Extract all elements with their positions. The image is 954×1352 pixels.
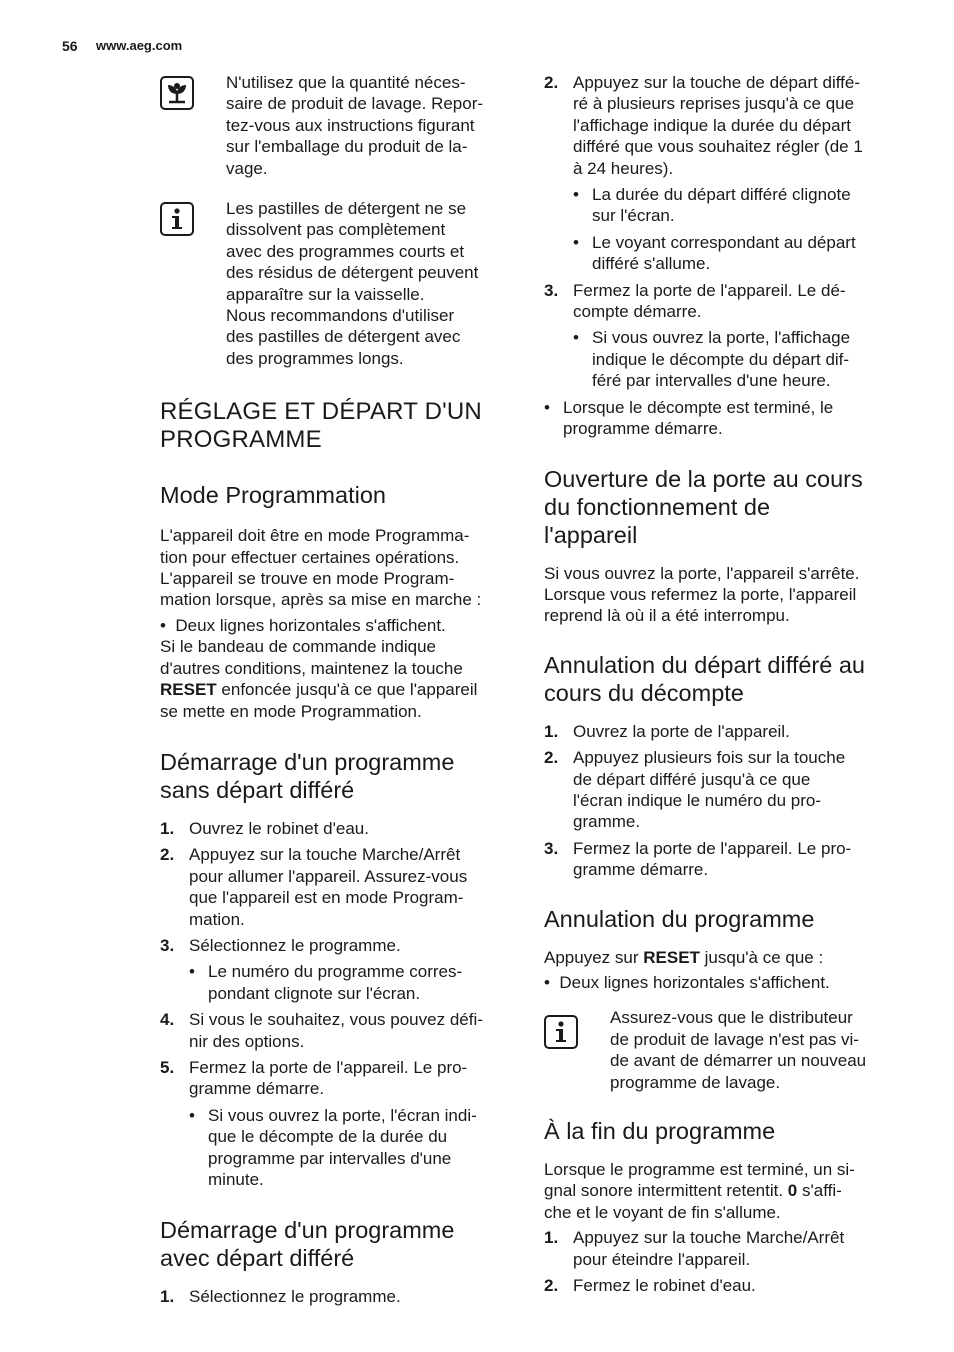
avec-depart-steps-start: [160, 1286, 512, 1307]
mode-programmation-bullet: • Deux lignes horizontales s'affichent.: [160, 615, 446, 635]
ouverture-text: Si vous ouvrez la porte, l'appareil s'arrête. Lorsque vous refermez la porte, l'appareil reprend là où il a été interrompu.: [544, 563, 860, 626]
fin-programme-text: Lorsque le programme est terminé, un si- gnal sonore intermittent retentit. 0 s'affi- che et le voyant de fin s'allume.: [544, 1160, 855, 1222]
avec-depart-steps-cont: [544, 72, 900, 440]
dispenser-info-note: [544, 1007, 900, 1093]
annulation-programme-text: Appuyez sur RESET jusqu'à ce que :: [544, 947, 824, 967]
environment-note: [160, 72, 512, 182]
annulation-depart-title: Annulation du départ différé au cours du décompte: [544, 651, 865, 706]
list-item: 2. Appuyez sur la touche de départ diffé- ré à plusieurs reprises jusqu'à ce que l'affichage indique la durée du départ différé que vous souhaitez régler (de 1 à 24 heures).: [544, 73, 863, 178]
reset-key: RESET: [160, 680, 217, 700]
list-item: • Si vous ouvrez la porte, l'écran indi- que le décompte de la durée du programme par intervalles d'une minute.: [189, 1105, 512, 1191]
list-item: 2. Fermez le robinet d'eau.: [544, 1276, 756, 1296]
annulation-programme-bullet: • Deux lignes horizontales s'affichent.: [544, 972, 830, 992]
left-column: [160, 72, 512, 1308]
list-item: 3. Fermez la porte de l'appareil. Le pro- gramme démarre.: [544, 838, 852, 880]
list-item: • La durée du départ différé clignote sur l'écran.: [573, 184, 900, 227]
mode-programmation-reset-text: Si le bandeau de commande indique d'autres conditions, maintenez la touche RESET enfoncée jusqu'à ce que l'appareil se mette en mode Programmation.: [160, 637, 478, 721]
page-number: 56: [62, 38, 78, 54]
avec-depart-title: Démarrage d'un programme avec départ différé: [160, 1217, 455, 1272]
list-item: 4. Si vous le souhaitez, vous pouvez défi- nir des options.: [160, 1010, 483, 1051]
section-title: RÉGLAGE ET DÉPART D'UN PROGRAMME: [160, 398, 482, 454]
list-item: 1. Ouvrez le robinet d'eau.: [160, 818, 369, 838]
ouverture-title: Ouverture de la porte au cours du fonctionnement de l'appareil: [544, 465, 863, 548]
zero-display: 0: [787, 1181, 798, 1201]
list-item: 3. Fermez la porte de l'appareil. Le dé- compte démarre.: [544, 280, 846, 322]
list-item: • Si vous ouvrez la porte, l'affichage indique le décompte du départ dif- féré par intervalles d'une heure.: [573, 327, 900, 391]
info-icon: [544, 1015, 578, 1049]
reset-key: RESET: [643, 947, 700, 967]
list-item: • Lorsque le décompte est terminé, le programme démarre.: [544, 397, 900, 440]
list-item: 1. Ouvrez la porte de l'appareil.: [544, 721, 790, 741]
environment-flower-icon: [160, 76, 194, 110]
dispenser-note-text: Assurez-vous que le distributeur de produit de lavage n'est pas vi- de avant de démarrer un nouveau programme de lavage.: [610, 1008, 867, 1092]
environment-note-text: N'utilisez que la quantité néces- saire de produit de lavage. Repor- tez-vous aux instructions figurant sur l'emballage du produit de la- vage.: [226, 73, 484, 178]
right-column: [544, 72, 900, 1296]
list-item: • Le voyant correspondant au départ différé s'allume.: [573, 232, 900, 275]
website-url: www.aeg.com: [96, 38, 183, 53]
sans-depart-title: Démarrage d'un programme sans départ différé: [160, 748, 455, 803]
list-item: • Le numéro du programme corres- pondant clignote sur l'écran.: [189, 961, 512, 1004]
annulation-programme-title: Annulation du programme: [544, 905, 815, 932]
list-item: 1. Appuyez sur la touche Marche/Arrêt pour éteindre l'appareil.: [544, 1228, 845, 1269]
list-item: 2. Appuyez plusieurs fois sur la touche de départ différé jusqu'à ce que l'écran indique le numéro du pro- gramme.: [544, 748, 846, 832]
mode-programmation-title: Mode Programmation: [160, 482, 386, 509]
annulation-depart-steps: [544, 721, 900, 881]
list-item: 1. Sélectionnez le programme.: [160, 1287, 401, 1307]
tablet-note-text: Les pastilles de détergent ne se dissolvent pas complètement avec des programmes courts et des résidus de détergent peuvent apparaître sur la vaisselle. Nous recommandons d'utiliser des pastilles de détergent avec des programmes longs.: [226, 199, 479, 368]
fin-programme-steps: [544, 1227, 900, 1296]
fin-programme-title: À la fin du programme: [544, 1118, 776, 1144]
list-item: 2. Appuyez sur la touche Marche/Arrêt pour allumer l'appareil. Assurez-vous que l'appareil est en mode Program- mation.: [160, 845, 468, 929]
list-item: 3. Sélectionnez le programme.: [160, 935, 401, 955]
sans-depart-steps: [160, 818, 512, 1191]
info-icon: [160, 202, 194, 236]
tablet-info-note: [160, 198, 512, 369]
list-item: 5. Fermez la porte de l'appareil. Le pro- gramme démarre.: [160, 1057, 468, 1099]
mode-programmation-intro: L'appareil doit être en mode Programma- tion pour effectuer certaines opérations. L'appareil se trouve en mode Program- mation lorsque, après sa mise en marche :: [160, 526, 482, 610]
